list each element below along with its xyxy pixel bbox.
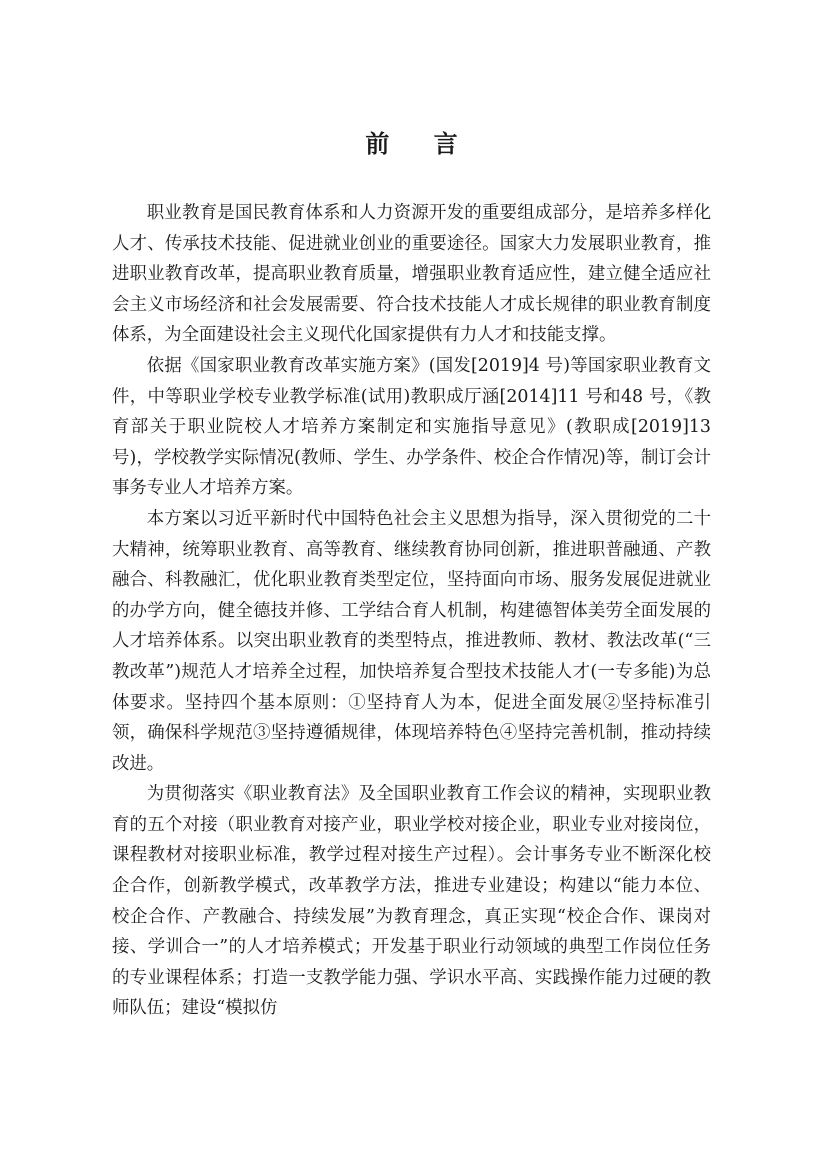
paragraph-2: 依据《国家职业教育改革实施方案》(国发[2019]4 号)等国家职业教育文件，中等职业学校专业教学标准(试用)教职成厅涵[2014]11 号和48 号，《教育部关于职业院校人才培养方案制定和实施指导意见》(教职成[2019]13 号)，学校教学实际情况(教师、学生、办学条件、校企合作情况)等，制订会计事务专业人才培养方案。 <box>112 355 711 499</box>
paragraph-3: 本方案以习近平新时代中国特色社会主义思想为指导，深入贯彻党的二十大精神，统筹职业教育、高等教育、继续教育协同创新，推进职普融通、产教融合、科教融汇，优化职业教育类型定位，坚持面向市场、服务发展促进就业的办学方向，健全德技并修、工学结合育人机制，构建德智体美劳全面发展的人才培养体系。以突出职业教育的类型特点，推进教师、教材、教法改革(“三教改革”)规范人才培养全过程，加快培养复合型技术技能人才(一专多能)为总体要求。坚持四个基本原则：①坚持育人为本，促进全面发展②坚持标准引领，确保科学规范③坚持遵循规律，体现培养特色④坚持完善机制，推动持续改进。 <box>112 508 711 774</box>
paragraph-4: 为贯彻落实《职业教育法》及全国职业教育工作会议的精神，实现职业教育的五个对接（职业教育对接产业，职业学校对接企业，职业专业对接岗位，课程教材对接职业标准，教学过程对接生产过程）。会计事务专业不断深化校企合作，创新教学模式，改革教学方法，推进专业建设；构建以“能力本位、校企合作、产教融合、持续发展”为教育理念，真正实现“校企合作、课岗对接、学训合一”的人才培养模式；开发基于职业行动领域的典型工作岗位任务的专业课程体系；打造一支教学能力强、学识水平高、实践操作能力过硬的教师队伍；建设“模拟仿 <box>112 784 711 1019</box>
paragraph-1: 职业教育是国民教育体系和人力资源开发的重要组成部分，是培养多样化人才、传承技术技能、促进就业创业的重要途径。国家大力发展职业教育，推进职业教育改革，提高职业教育质量，增强职业教育适应性，建立健全适应社会主义市场经济和社会发展需要、符合技术技能人才成长规律的职业教育制度体系，为全面建设社会主义现代化国家提供有力人才和技能支撑。 <box>112 203 711 346</box>
page-title: 前 言 <box>365 129 476 158</box>
